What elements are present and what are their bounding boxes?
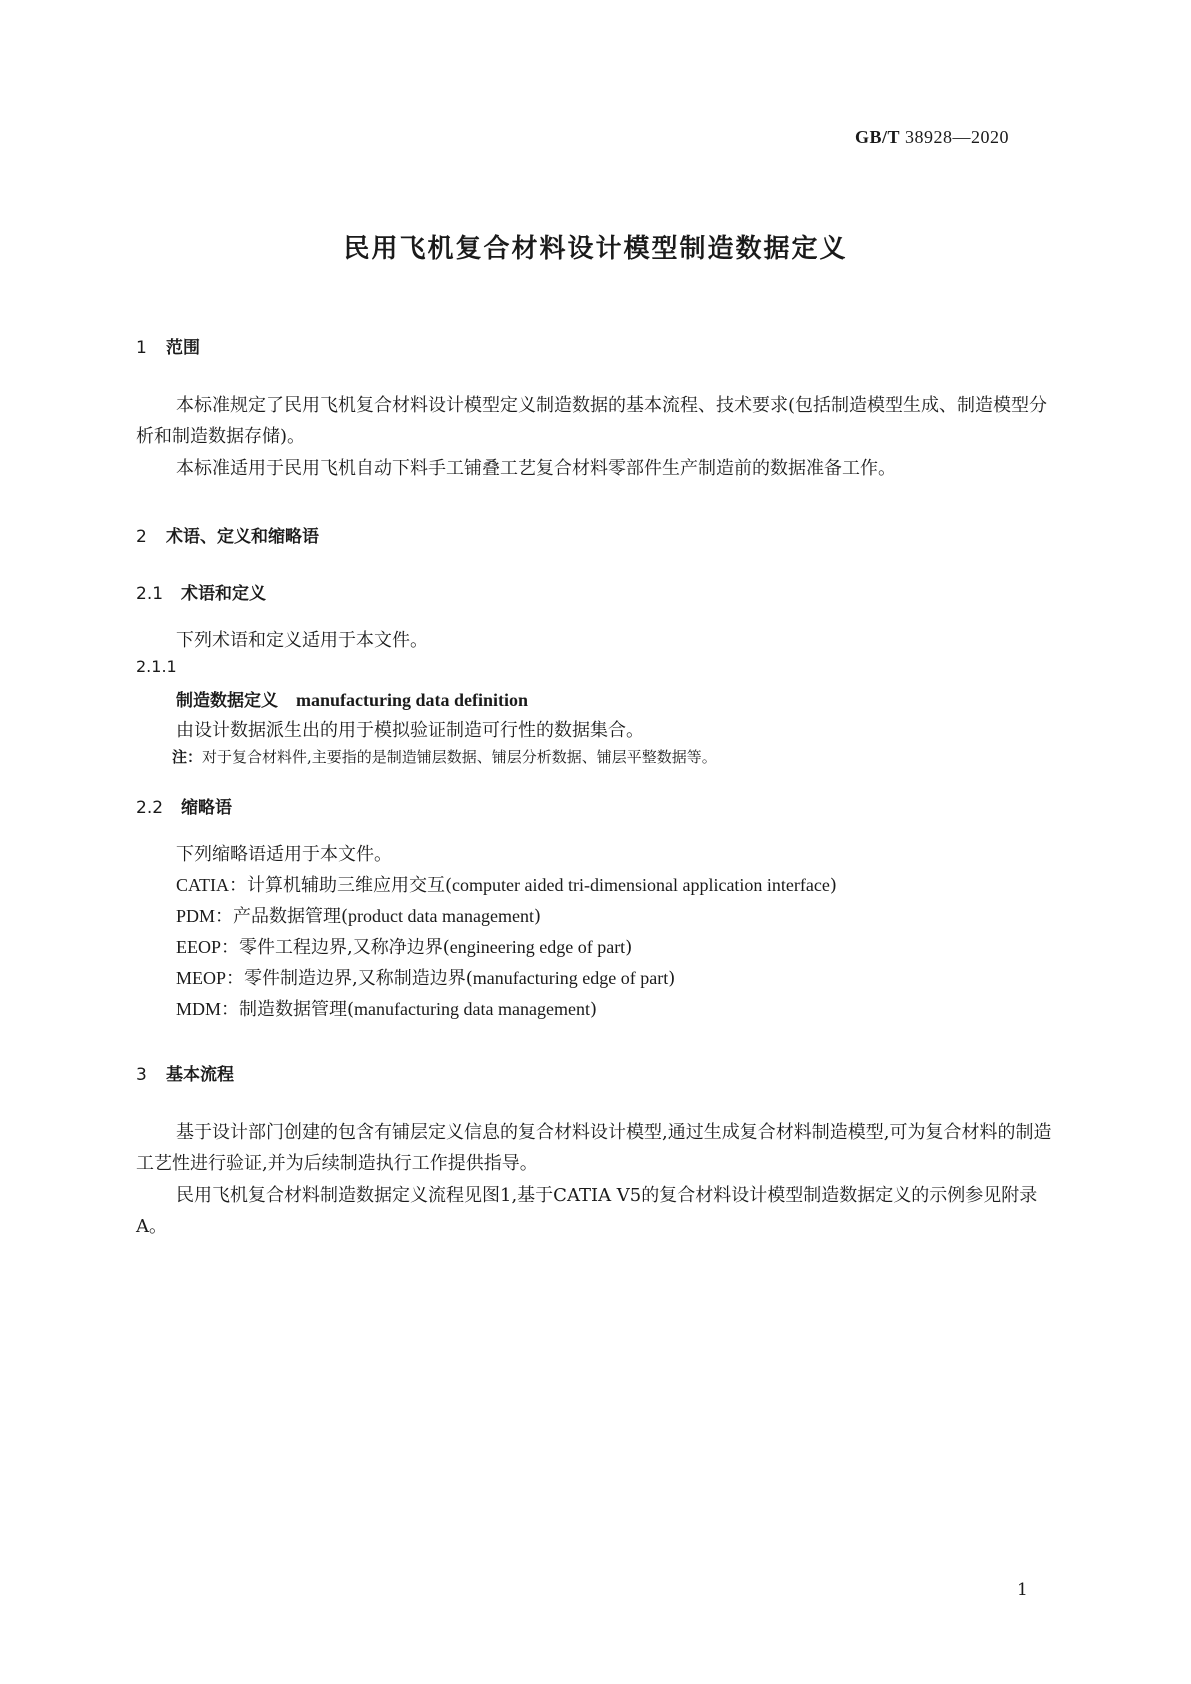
term-number: 2.1.1 (136, 657, 177, 676)
abbreviation: CATIA (176, 875, 229, 895)
section-title: 范围 (166, 338, 200, 358)
note-label: 注： (172, 748, 203, 766)
abbreviation-chinese: 制造数据管理 (239, 999, 348, 1020)
subsection-2-1-heading (136, 579, 266, 604)
abbreviation: MDM (176, 999, 222, 1019)
abbreviation-chinese: 零件制造边界,又称制造边界 (244, 968, 466, 989)
standard-number (855, 127, 1009, 148)
section-number: 3 (136, 1065, 147, 1085)
abbreviation-item: MEOP：零件制造边界,又称制造边界(manufacturing edge of part) (176, 968, 676, 989)
abbreviation: PDM (176, 906, 216, 926)
term-english: manufacturing data definition (296, 690, 529, 710)
section-number: 1 (136, 338, 147, 358)
term-chinese: 制造数据定义 (176, 691, 278, 711)
abbreviation-item: EEOP：零件工程边界,又称净边界(engineering edge of part) (176, 937, 633, 958)
section-number: 2 (136, 527, 147, 547)
section-3-paragraph-2: 民用飞机复合材料制造数据定义流程见图1,基于CATIA V5的复合材料设计模型制造数据定义的示例参见附录A。 (136, 1185, 1038, 1237)
section-3-paragraph-1: 基于设计部门创建的包含有铺层定义信息的复合材料设计模型,通过生成复合材料制造模型,可为复合材料的制造工艺性进行验证,并为后续制造执行工作提供指导。 (136, 1122, 1052, 1174)
abbreviation-chinese: 计算机辅助三维应用交互 (247, 875, 445, 896)
section-2-heading (136, 522, 319, 547)
subsection-number: 2.2 (136, 798, 164, 818)
section-1-paragraph-2: 本标准适用于民用飞机自动下料手工铺叠工艺复合材料零部件生产制造前的数据准备工作。 (176, 458, 896, 479)
abbreviation-chinese: 产品数据管理 (233, 906, 342, 927)
abbreviation: MEOP (176, 968, 227, 988)
term-note (172, 746, 717, 767)
subsection-title: 术语和定义 (181, 584, 266, 604)
subsection-2-2-heading (136, 793, 232, 818)
standard-code: 38928—2020 (905, 127, 1010, 147)
terms-intro: 下列术语和定义适用于本文件。 (176, 630, 428, 651)
subsection-title: 缩略语 (181, 798, 232, 818)
abbreviation-english: product data management (348, 906, 534, 926)
abbreviation: EEOP (176, 937, 221, 957)
section-3-heading (136, 1060, 234, 1085)
section-1-heading (136, 333, 200, 358)
abbreviation-english: manufacturing data management (354, 999, 590, 1019)
note-text: 对于复合材料件,主要指的是制造铺层数据、铺层分析数据、铺层平整数据等。 (202, 748, 717, 766)
page-number: 1 (1017, 1580, 1028, 1600)
abbreviation-item: CATIA：计算机辅助三维应用交互(computer aided tri-dimensional application interface) (176, 875, 837, 896)
section-title: 术语、定义和缩略语 (166, 527, 319, 547)
document-title: 民用飞机复合材料设计模型制造数据定义 (343, 234, 848, 264)
abbreviation-english: engineering edge of part (449, 937, 626, 957)
term-entry (176, 686, 528, 711)
abbreviations-intro: 下列缩略语适用于本文件。 (176, 844, 392, 865)
abbreviation-english: manufacturing edge of part (472, 968, 669, 988)
standard-prefix: GB/T (855, 127, 901, 147)
abbreviation-chinese: 零件工程边界,又称净边界 (239, 937, 443, 958)
term-definition: 由设计数据派生出的用于模拟验证制造可行性的数据集合。 (176, 720, 644, 741)
abbreviation-item: MDM：制造数据管理(manufacturing data management) (176, 999, 597, 1020)
section-title: 基本流程 (166, 1065, 234, 1085)
subsection-number: 2.1 (136, 584, 164, 604)
abbreviation-english: computer aided tri-dimensional application interface (452, 875, 830, 895)
section-1-paragraph-1: 本标准规定了民用飞机复合材料设计模型定义制造数据的基本流程、技术要求(包括制造模型生成、制造模型分析和制造数据存储)。 (136, 395, 1048, 447)
abbreviation-item: PDM：产品数据管理(product data management) (176, 906, 542, 927)
